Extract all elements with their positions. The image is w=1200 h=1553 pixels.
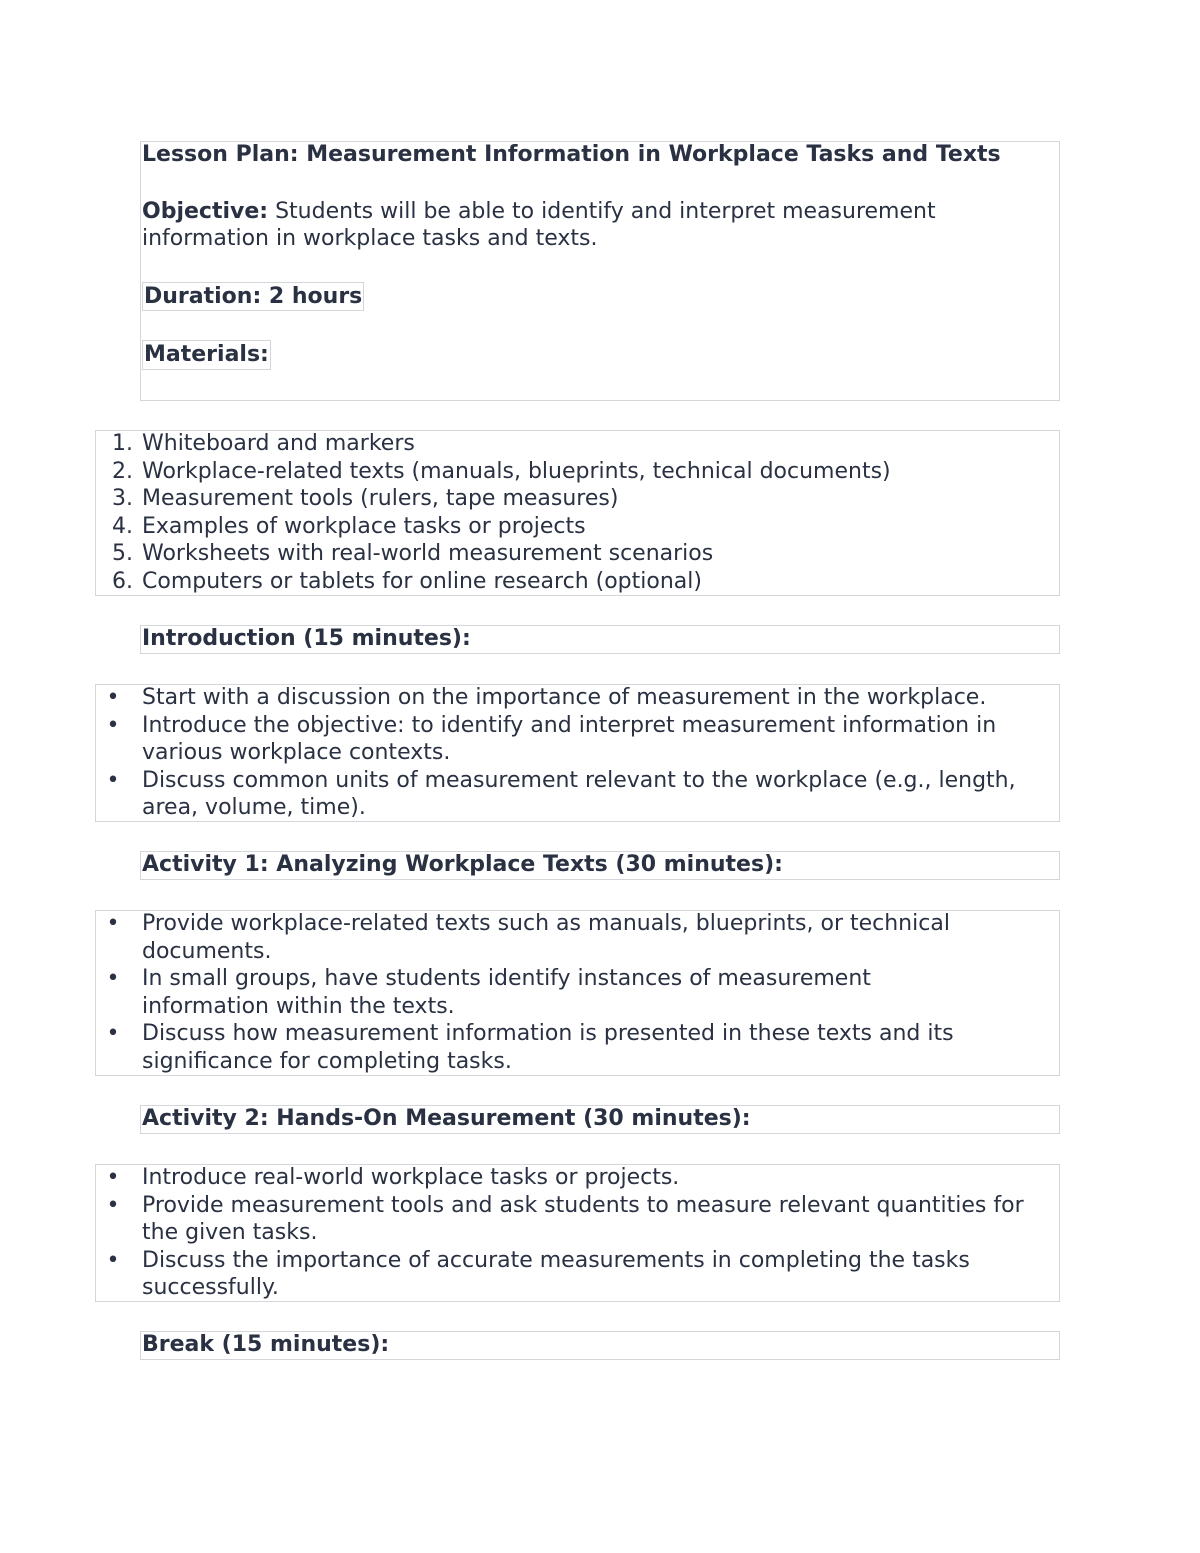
materials-list bbox=[95, 430, 1060, 595]
bullet-icon: • bbox=[106, 966, 120, 991]
activity1-heading-text: Activity 1: Analyzing Workplace Texts (30 minutes): bbox=[142, 852, 783, 877]
duration-text: Duration: 2 hours bbox=[142, 282, 364, 312]
bullet-icon: • bbox=[106, 685, 120, 710]
break-heading-text: Break (15 minutes): bbox=[142, 1332, 390, 1357]
list-item: • Discuss common units of measurement relevant to the workplace (e.g., length, area, volume, time). bbox=[95, 767, 1060, 822]
objective-label: Objective: bbox=[142, 198, 269, 224]
list-item: • Start with a discussion on the importance of measurement in the workplace. bbox=[95, 684, 1060, 712]
bullet-icon: • bbox=[106, 911, 120, 936]
introduction-heading-text: Introduction (15 minutes): bbox=[142, 626, 471, 651]
list-item: • Discuss how measurement information is presented in these texts and its significance for completing tasks. bbox=[95, 1020, 1022, 1075]
bullet-icon: • bbox=[106, 1165, 120, 1190]
introduction-heading bbox=[142, 625, 1042, 653]
activity1-list bbox=[95, 910, 1060, 1075]
list-item: 5. Worksheets with real-world measurement scenarios bbox=[112, 541, 714, 566]
bullet-icon: • bbox=[106, 712, 120, 738]
introduction-list bbox=[95, 684, 1060, 822]
header-block bbox=[142, 141, 1042, 370]
list-item: 6. Computers or tablets for online research (optional) bbox=[112, 568, 702, 594]
list-item: 3. Measurement tools (rulers, tape measures) bbox=[112, 486, 619, 511]
activity2-heading bbox=[142, 1105, 1042, 1133]
materials-heading bbox=[142, 340, 1042, 370]
activity2-heading-text: Activity 2: Hands-On Measurement (30 minutes): bbox=[142, 1106, 751, 1131]
list-item: 1. Whiteboard and markers bbox=[112, 431, 415, 456]
bullet-icon: • bbox=[106, 1192, 120, 1218]
bullet-icon: • bbox=[106, 1021, 120, 1046]
activity1-heading bbox=[142, 851, 1042, 879]
list-item: • In small groups, have students identify instances of measurement information within the texts. bbox=[95, 965, 962, 1020]
break-heading bbox=[142, 1331, 1042, 1359]
list-item: • Introduce the objective: to identify and interpret measurement information in various workplace contexts. bbox=[95, 712, 1060, 767]
duration bbox=[142, 282, 1042, 312]
list-item: • Introduce real-world workplace tasks or projects. bbox=[95, 1164, 1060, 1192]
list-item: • Provide workplace-related texts such as manuals, blueprints, or technical documents. bbox=[95, 910, 1012, 965]
list-item: 4. Examples of workplace tasks or projects bbox=[112, 513, 586, 539]
bullet-icon: • bbox=[106, 767, 120, 793]
objective bbox=[142, 198, 1022, 253]
page-title bbox=[142, 141, 1002, 169]
activity2-list bbox=[95, 1164, 1060, 1302]
objective-text: Students will be able to identify and interpret measurement information in workplace tasks and texts. bbox=[142, 198, 936, 251]
page-title-text: Lesson Plan: Measurement Information in Workplace Tasks and Texts bbox=[142, 142, 1001, 167]
list-item: 2. Workplace-related texts (manuals, blueprints, technical documents) bbox=[112, 458, 891, 484]
bullet-icon: • bbox=[106, 1247, 120, 1273]
materials-heading-text: Materials: bbox=[142, 340, 271, 370]
list-item: • Discuss the importance of accurate measurements in completing the tasks successfully. bbox=[95, 1247, 1042, 1302]
list-item: • Provide measurement tools and ask students to measure relevant quantities for the given tasks. bbox=[95, 1192, 1062, 1247]
